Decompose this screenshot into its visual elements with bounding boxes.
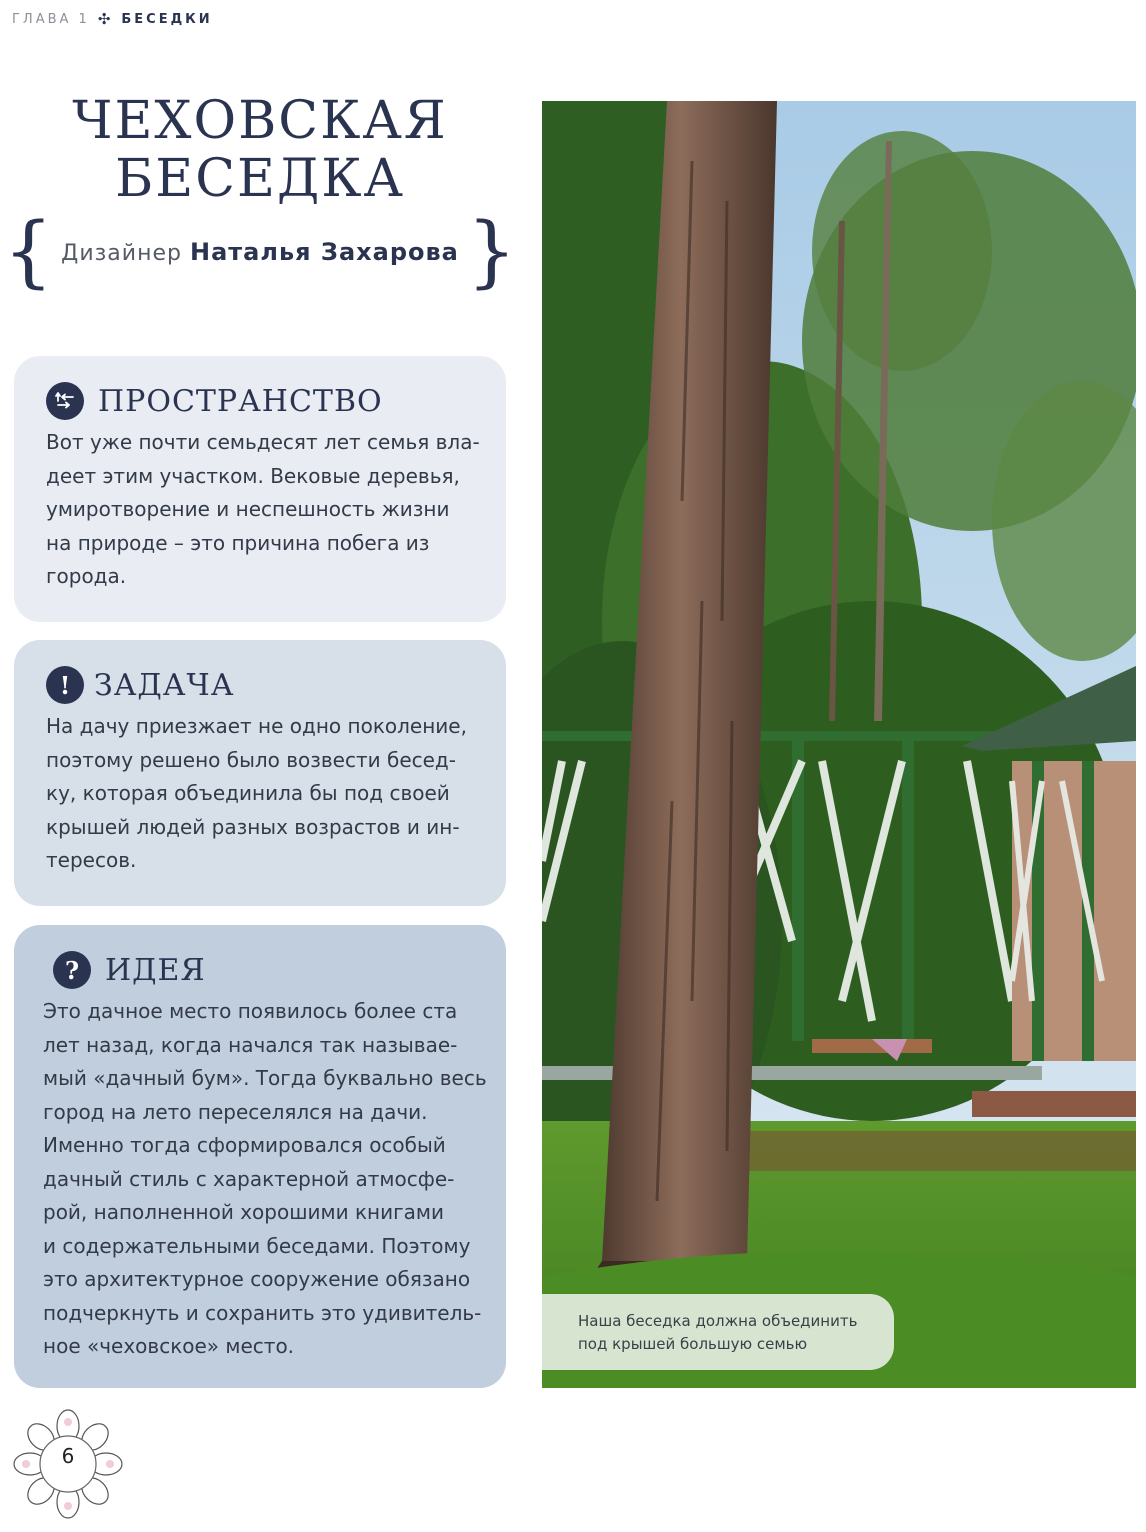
title-line-1: ЧЕХОВСКАЯ — [72, 91, 448, 151]
exclamation-icon: ! — [46, 666, 84, 704]
designer-credit — [3, 207, 517, 297]
gazebo-photo — [542, 101, 1136, 1388]
section-idea — [14, 925, 506, 1388]
running-header — [12, 10, 213, 28]
page-number: 6 — [61, 1444, 75, 1468]
page-title — [20, 92, 500, 208]
section-title: ЗАДАЧА — [94, 667, 235, 703]
right-brace: } — [466, 207, 517, 297]
photo-caption: Наша беседка должна объединить под крышей большую семью — [542, 1294, 894, 1370]
section-space — [14, 356, 506, 622]
section-task — [14, 640, 506, 906]
title-line-2: БЕСЕДКА — [115, 149, 405, 209]
designer-name: Наталья Захарова — [189, 238, 459, 266]
section-body: Это дачное место появилось более ста лет назад, когда начался так называе- мый «дачный бум». Тогда буквально весь город на лето переселялся на дачи. Именно тогда сформировался особый дачный стиль с характерной атмосфе- рой, наполненной хорошими книгами и содержательными беседами. Поэтому это архитектурное сооружение обязано подчеркнуть и сохранить это удивитель- ное «чеховское» место. — [43, 999, 487, 1358]
left-brace: { — [3, 207, 54, 297]
question-icon: ? — [53, 951, 91, 989]
section-title: ПРОСТРАНСТВО — [98, 383, 383, 419]
chapter-label: ГЛАВА 1 — [12, 11, 90, 27]
swap-arrows-icon — [46, 382, 84, 420]
section-title: ИДЕЯ — [105, 952, 206, 988]
chapter-title: БЕСЕДКИ — [121, 11, 213, 27]
ornament-separator-icon: ✣ — [97, 10, 114, 28]
section-body: Вот уже почти семьдесят лет семья вла- деет этим участком. Вековые деревья, умиротворение и неспешность жизни на природе – это причина побега из города. — [46, 430, 480, 588]
designer-label: Дизайнер — [61, 241, 182, 266]
section-body: На дачу приезжает не одно поколение, поэтому решено было возвести бесед- ку, которая объединила бы под своей крышей людей разных возрастов и ин- тересов. — [46, 714, 467, 872]
